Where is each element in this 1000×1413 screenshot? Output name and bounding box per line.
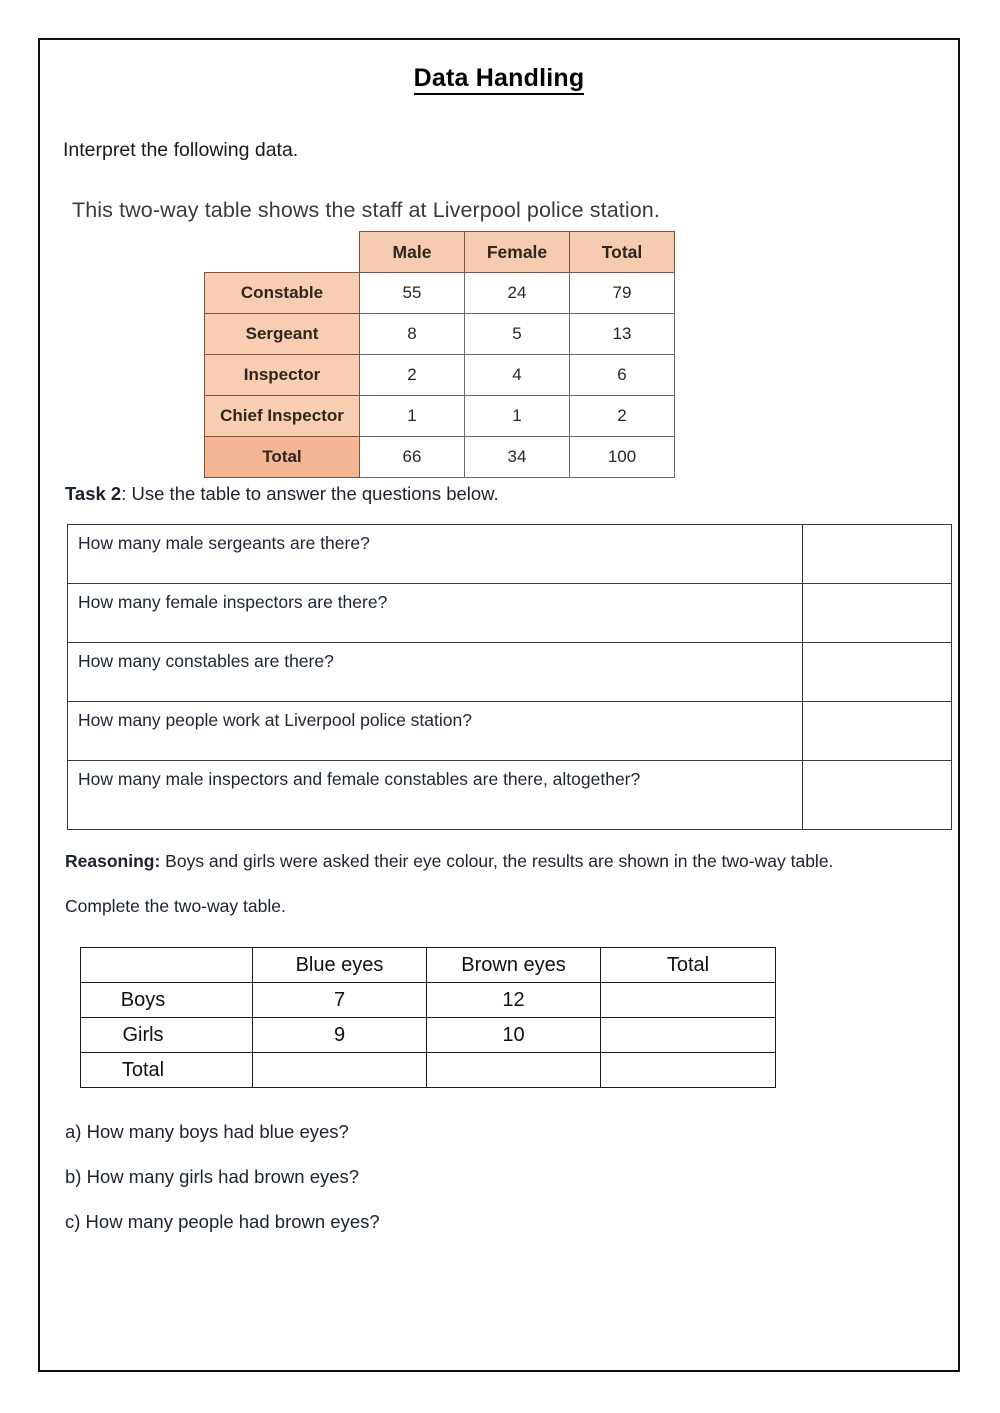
cell-sergeant-male: 8 <box>360 314 465 355</box>
answer-field-5[interactable] <box>803 761 952 830</box>
question-text-2: How many female inspectors are there? <box>68 584 803 643</box>
cell-total-blue[interactable] <box>253 1053 427 1088</box>
column-header-male: Male <box>360 232 465 273</box>
row-header-chief-inspector: Chief Inspector <box>205 396 360 437</box>
sub-question-c: c) How many people had brown eyes? <box>65 1211 380 1232</box>
cell-total-total: 100 <box>570 437 675 478</box>
table-header-row <box>205 232 675 273</box>
page-title-text: Data Handling <box>414 64 585 95</box>
sub-question-b: b) How many girls had brown eyes? <box>65 1166 360 1187</box>
row-header-total: Total <box>205 437 360 478</box>
reasoning-instruction: Complete the two-way table. <box>65 896 286 916</box>
table-row <box>205 314 675 355</box>
table-total-row <box>81 1053 776 1088</box>
column-header-brown-eyes: Brown eyes <box>427 948 601 983</box>
task2-label: Task 2 <box>65 483 122 504</box>
question-text-3: How many constables are there? <box>68 643 803 702</box>
answer-field-2[interactable] <box>803 584 952 643</box>
cell-constable-female: 24 <box>465 273 570 314</box>
cell-total-total[interactable] <box>601 1053 776 1088</box>
cell-constable-total: 79 <box>570 273 675 314</box>
table-row <box>81 1018 776 1053</box>
cell-chief-inspector-male: 1 <box>360 396 465 437</box>
cell-girls-blue: 9 <box>253 1018 427 1053</box>
question-text-4: How many people work at Liverpool police station? <box>68 702 803 761</box>
column-header-blue-eyes: Blue eyes <box>253 948 427 983</box>
intro-instruction: Interpret the following data. <box>63 139 299 161</box>
reasoning-heading <box>65 851 833 872</box>
table-row <box>68 525 952 584</box>
row-header-total: Total <box>81 1053 253 1088</box>
corner-blank-cell <box>81 948 253 983</box>
cell-girls-total[interactable] <box>601 1018 776 1053</box>
police-staff-table <box>204 231 675 478</box>
table-row <box>205 273 675 314</box>
table-header-row <box>81 948 776 983</box>
worksheet-page <box>38 38 960 1372</box>
cell-boys-total[interactable] <box>601 983 776 1018</box>
cell-sergeant-female: 5 <box>465 314 570 355</box>
table-row <box>205 396 675 437</box>
table-row <box>81 983 776 1018</box>
cell-total-brown[interactable] <box>427 1053 601 1088</box>
row-header-inspector: Inspector <box>205 355 360 396</box>
page-title <box>40 64 958 93</box>
table-row <box>68 702 952 761</box>
cell-total-male: 66 <box>360 437 465 478</box>
sub-question-a: a) How many boys had blue eyes? <box>65 1121 349 1142</box>
cell-sergeant-total: 13 <box>570 314 675 355</box>
row-header-boys: Boys <box>81 983 253 1018</box>
row-header-sergeant: Sergeant <box>205 314 360 355</box>
cell-boys-brown: 12 <box>427 983 601 1018</box>
reasoning-label: Reasoning: <box>65 851 161 871</box>
task2-questions-table <box>67 524 952 830</box>
cell-total-female: 34 <box>465 437 570 478</box>
cell-inspector-male: 2 <box>360 355 465 396</box>
table-row <box>68 584 952 643</box>
table-row <box>68 761 952 830</box>
table-row <box>68 643 952 702</box>
task2-instruction: Use the table to answer the questions below. <box>131 483 499 504</box>
column-header-female: Female <box>465 232 570 273</box>
eye-colour-table <box>80 947 776 1088</box>
cell-girls-brown: 10 <box>427 1018 601 1053</box>
table-total-row <box>205 437 675 478</box>
column-header-total: Total <box>570 232 675 273</box>
answer-field-4[interactable] <box>803 702 952 761</box>
answer-field-1[interactable] <box>803 525 952 584</box>
cell-constable-male: 55 <box>360 273 465 314</box>
reasoning-text: Boys and girls were asked their eye colour, the results are shown in the two-way table. <box>160 851 834 871</box>
column-header-total: Total <box>601 948 776 983</box>
task2-heading <box>65 483 499 505</box>
two-way-table-caption: This two-way table shows the staff at Liverpool police station. <box>72 198 660 222</box>
corner-blank-cell <box>205 232 360 273</box>
answer-field-3[interactable] <box>803 643 952 702</box>
question-text-5: How many male inspectors and female constables are there, altogether? <box>68 761 803 830</box>
cell-inspector-total: 6 <box>570 355 675 396</box>
row-header-girls: Girls <box>81 1018 253 1053</box>
cell-inspector-female: 4 <box>465 355 570 396</box>
cell-boys-blue: 7 <box>253 983 427 1018</box>
row-header-constable: Constable <box>205 273 360 314</box>
table-row <box>205 355 675 396</box>
task2-separator: : <box>121 483 127 504</box>
cell-chief-inspector-female: 1 <box>465 396 570 437</box>
question-text-1: How many male sergeants are there? <box>68 525 803 584</box>
cell-chief-inspector-total: 2 <box>570 396 675 437</box>
